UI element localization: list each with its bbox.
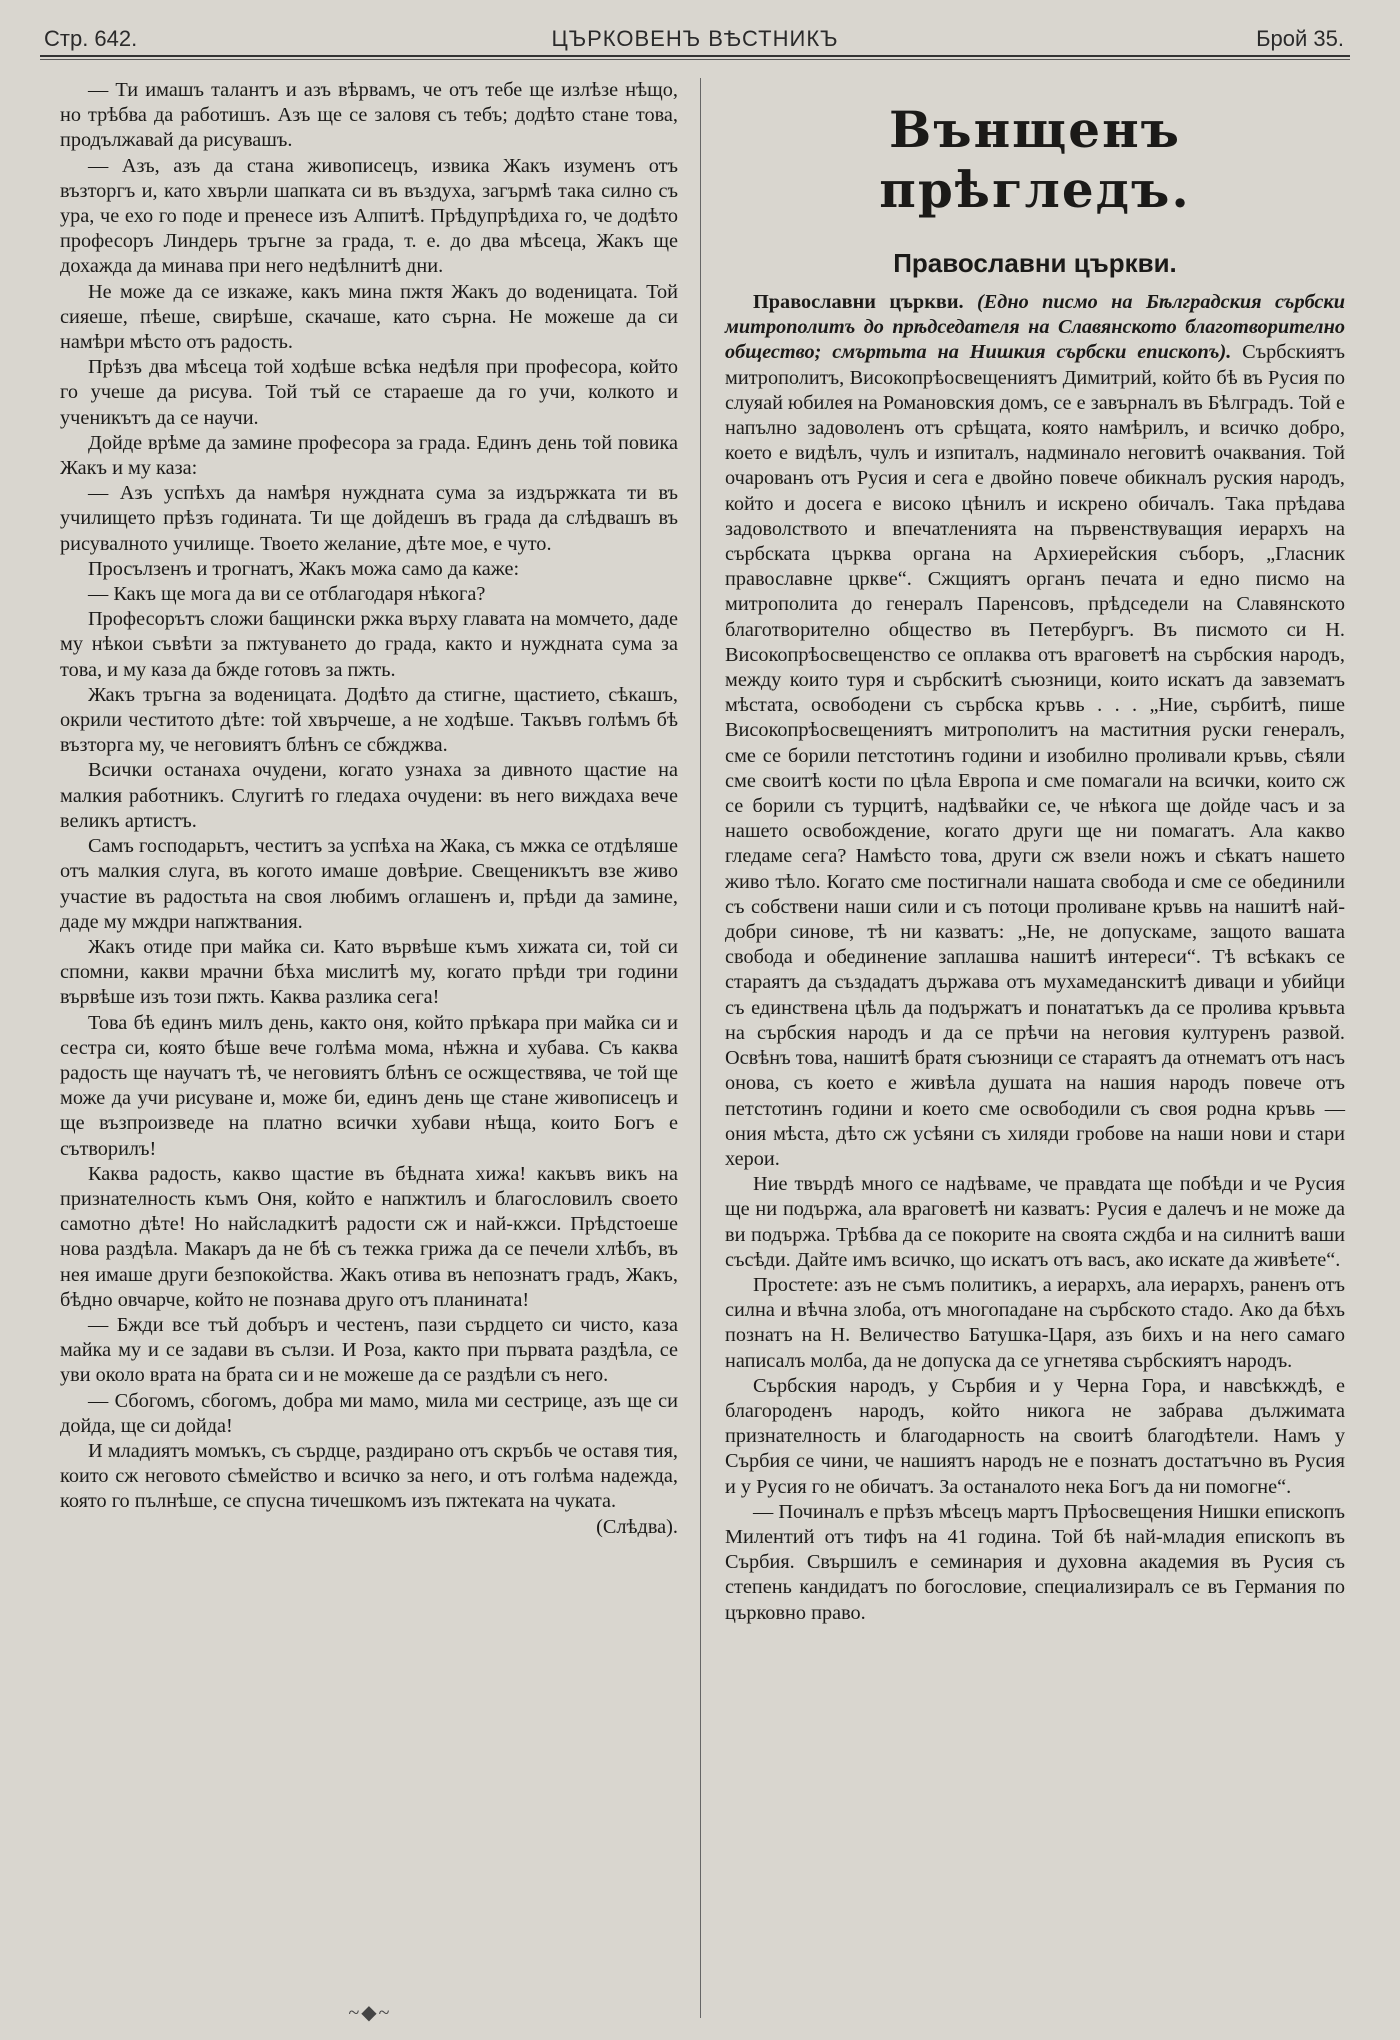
lead-body: Сърбскиятъ митрополитъ, Високопрѣосвещениятъ Димитрий, който бѣ въ Русия по слуяай юбилея на Романовския домъ, се е завърналъ въ Бѣлградъ. Той е напълно задоволенъ отъ срѣщата, която намѣрилъ, и всичко добро, което е видѣлъ, чулъ и изпиталъ, надминало неговитѣ очаквания. Той очарованъ отъ Русия и сега е двойно повече обикналъ руския народъ, който и досега е високо цѣнилъ и искрено обичалъ. Така прѣдава задоволството и впечатленията на първенствуващия иерархъ на сърбската църква органа на Архиерейския съборъ, „Гласник православне цркве“. Сжщиятъ органъ печата и едно писмо на митрополита до генералъ Паренсовъ, прѣдседели на Славянското благотворително общество въ Петербургъ. Въ писмото си Н. Високопрѣосвещенство се оплаква отъ врагoвeтѣ на сърбския народъ, между които туря и сърбскитѣ съюзници, които искатъ да завзематъ мѣстата, освободени съ сърбска кръвь . . . „Ние, сърбитѣ, пише Високопрѣосвещениятъ митрополитъ на маститния руски генералъ, сме се борили петстотинъ години и изобилно проливали кръвь, сѣяли сме своитѣ кости по цѣла Европа и сме помагали на всички, които сж се борили съ турцитѣ, надѣвайки се, че нѣкога ще дойде часъ и за нашето освобождение, когато други ще ни помагатъ. Ала какво гледаме сега? Намѣсто това, други сж взели ножъ и сѣкатъ нашето живо тѣло. Когато сме постигнали нашата свобода и сме се обединили съ собствени наши сили и съ потоци проливане кръвь на нашитѣ най-добри синове, тѣ ни казватъ: „Не, не допускаме, защото вашата свобода и обединение заплашва нашитѣ интереси“. Тѣ всѣкакъ се стараятъ да създадатъ държава отъ мухамеданскитѣ диваци и убийци съ единствена цѣль да подържатъ и понататъкъ да се пролива кръвьта на сърбския народъ и да се прѣчи на неговия културенъ развой. Освѣнъ това, нашитѣ братя съюзници се стараятъ да отнематъ отъ насъ онова, съ което е живѣла душата на нашия народъ повече отъ петстотинъ години и което сме освободили съ своя родна кръвь — ония мѣста, дѣто сж усѣяни съ хиляди гробове на наши нови и стари херои. xyxy=(725,341,1345,1170)
lead-paragraph xyxy=(725,290,1345,1172)
journal-title: ЦЪРКОВЕНЪ ВѢСТНИКЪ xyxy=(551,26,839,51)
left-paragraph: — Бжди все тъй добъръ и честенъ, пази сърдцето си чисто, каза майка му и се задави въ сълзи. И Роза, както при първата раздѣла, се уви около врата на брата си и не можеше да се раздѣли съ него. xyxy=(60,1313,678,1387)
left-paragraph: Дойде врѣме да замине професора за града. Единъ день той повика Жакъ и му каза: xyxy=(60,431,678,480)
left-paragraph: — Какъ ще мога да ви се отблагодаря нѣкога? xyxy=(88,583,486,606)
left-paragraph: Това бѣ единъ милъ день, както оня, който прѣкара при майка си и сестра си, която бѣше вече голѣма мома, нѣжна и хубава. Съ каква радость ще научатъ тѣ, че неговиятъ блѣнъ се осжществява, че той ще може да учи рисуване и, може би, единъ день ще стане живописецъ и ще възпроизведе на платно всички хубави нѣща, които Богъ е сътворилъ! xyxy=(60,1011,678,1160)
issue-number: Брой 35. xyxy=(1256,26,1344,51)
left-paragraph: — Азъ успѣхъ да намѣря нуждната сума за издържката ти въ училището прѣзъ годината. Ти ще дойдешъ въ града да слѣдвашъ въ рисувалното училище. Твоето желание, дѣте мое, е чуто. xyxy=(60,482,678,555)
left-paragraph: Жакъ тръгна за воденицата. Додѣто да стигне, щастието, сѣкашъ, окрили честитото дѣте: той хвърчеше, а не ходѣше. Такъвъ голѣмъ бѣ възторга му, че неговиятъ блѣнъ се сбжджва. xyxy=(60,683,678,757)
left-paragraph: Каква радость, какво щастие въ бѣдната хижа! какъвъ викъ на признателность къмъ Оня, който е напжтилъ и благословилъ своето самотно дѣте! Но найсладкитѣ радости сж и най-кжси. Прѣдстоеше нова раздѣла. Макаръ да не бѣ съ тежка грижа да се печели хлѣбъ, въ нея имаше други безпокойства. Жакъ отива въ непознатъ градъ, Жакъ, бѣдно овчарче, който не познава друго отъ планината! xyxy=(60,1162,678,1311)
page-header xyxy=(40,18,1350,60)
end-ornament: ~◆~ xyxy=(348,2002,392,2024)
right-paragraph: Сърбския народъ, у Сърбия и у Черна Гора, и навсѣкждѣ, е благороденъ народъ, който никога не забрава дължимата признателность и благодарность на своитѣ благодѣтели. Намъ у Сърбия се чини, че нашиятъ народъ не е познатъ достатъчно въ Русия и у Русия го не обичатъ. За останалото нека Богъ да ни помогне“. xyxy=(725,1374,1345,1498)
left-paragraph: — Азъ, азъ да стана живописецъ, извика Жакъ изуменъ отъ възторгъ и, като хвърли шапката си въ въздуха, загърмѣ така силно съ ура, че ехо го поде и пренесе изъ Алпитѣ. Прѣдупрѣдиха го, че додѣто професоръ Линдерь тръгне за града, т. е. до два мѣсеца, Жакъ ще дохажда да минава при него недѣлнитѣ дни. xyxy=(60,154,678,278)
continued-label: (Слѣдва). xyxy=(596,1515,678,1538)
right-paragraph: — Починалъ е прѣзъ мѣсецъ мартъ Прѣосвещения Нишки епископъ Милентий отъ тифъ на 41 година. Той бѣ най-младия епископъ въ Сърбия. Свършилъ е семинария и духовна академия въ Русия съ степень кандидатъ по богословие, специализиралъ се въ Германия по църковно право. xyxy=(725,1500,1345,1624)
page-number: Стр. 642. xyxy=(44,26,138,51)
left-paragraph: Жакъ отиде при майка си. Като вървѣше къмъ хижата си, той си спомни, какви мрачни бѣха мислитѣ му, когато прѣди три години вървѣше изъ този пжть. Каква разлика сега! xyxy=(60,935,678,1009)
left-paragraph: Прѣзъ два мѣсеца той ходѣше всѣка недѣля при професора, който го учеше да рисува. Той тъй се стараеше да го учи, колкото и ученикътъ да се научи. xyxy=(60,356,678,429)
lead-title: Православни църкви. xyxy=(753,291,964,313)
lead-italic: (Едно писмо на Бѣлградския сърбски митрополитъ до прѣдседателя на Славянското благотворително общество; смъртьта на Нишкия сърбски епископъ). xyxy=(725,291,1345,364)
header-rule xyxy=(40,55,1350,57)
left-paragraph: И младиятъ момъкъ, съ сърдце, раздирано отъ скръбь че оставя тия, които сж неговото сѣмейство и всичко за него, и отъ голѣма надежда, която го пълнѣше, се спусна тичешкомъ изъ пжтеката на чуката. xyxy=(60,1439,678,1513)
right-paragraph: Простете: азъ не съмъ политикъ, а иерархъ, ала иерархъ, раненъ отъ силна и вѣчна злоба, отъ многопадане на сърбското стадо. Ако да бѣхъ познатъ на Н. Величество Батушка-Царя, азъ бихъ и на него самаго написалъ молба, да не допуска да се угнетява сърбскиятъ народъ. xyxy=(725,1273,1345,1372)
header-rule-thin xyxy=(40,59,1350,60)
left-paragraph: Всички останаха очудени, когато узнаха за дивното щастие на малкия работникъ. Слугитѣ го гледаха очудени: въ него виждаха вече великъ артистъ. xyxy=(60,759,678,832)
section-title: Вънщенъ прѣгледъ. xyxy=(879,100,1191,219)
left-paragraph: Просълзенъ и трогнатъ, Жакъ можа само да каже: xyxy=(88,557,520,580)
left-column xyxy=(60,78,678,1540)
column-divider xyxy=(700,78,701,2018)
right-paragraph: Ние твърдѣ много се надѣваме, че правдата ще побѣди и че Русия ще ни подържа, ала врагoвeтѣ ни казватъ: Русия е далечъ и не може да ви подържа. Трѣбва да се покорите на своята сждба и на силнитѣ ваши съсѣди. Дайте имъ всичко, що искатъ отъ васъ, ако искате да живѣете“. xyxy=(725,1173,1345,1271)
left-paragraph: — Сбогомъ, сбогомъ, добра ми мамо, мила ми сестрице, азъ ще си дойда, ще си дойда! xyxy=(60,1389,678,1437)
left-paragraph: Професорътъ сложи бащински ржка върху главата на момчето, даде му нѣкои съвѣти за пжтуването до града, както и нуждната сума за това, и му каза да бжде готовъ за пжть. xyxy=(60,608,678,681)
right-column xyxy=(725,78,1345,1626)
subsection-title: Православни църкви. xyxy=(893,248,1177,278)
left-paragraph: Самъ господарьтъ, честитъ за успѣха на Жака, съ мжка се отдѣляше отъ малкия слуга, въ когото имаше довѣрие. Свещеникътъ взе живо участие въ радостьта на своя любимъ оглашенъ и, прѣди да замине, даде му мждри напжтвания. xyxy=(60,835,678,933)
left-paragraph: Не може да се изкаже, какъ мина пжтя Жакъ до воденицата. Той сияеше, пѣеше, свирѣше, скачаше, като сърна. Не можеше да си намѣри мѣсто отъ радость. xyxy=(60,280,678,354)
left-paragraph: — Ти имашъ талантъ и азъ вѣрвамъ, че отъ тебе ще излѣзе нѣщо, но трѣбва да работишъ. Азъ ще се заловя съ тебъ; додѣто стане това, продължавай да рисувашъ. xyxy=(60,79,678,152)
